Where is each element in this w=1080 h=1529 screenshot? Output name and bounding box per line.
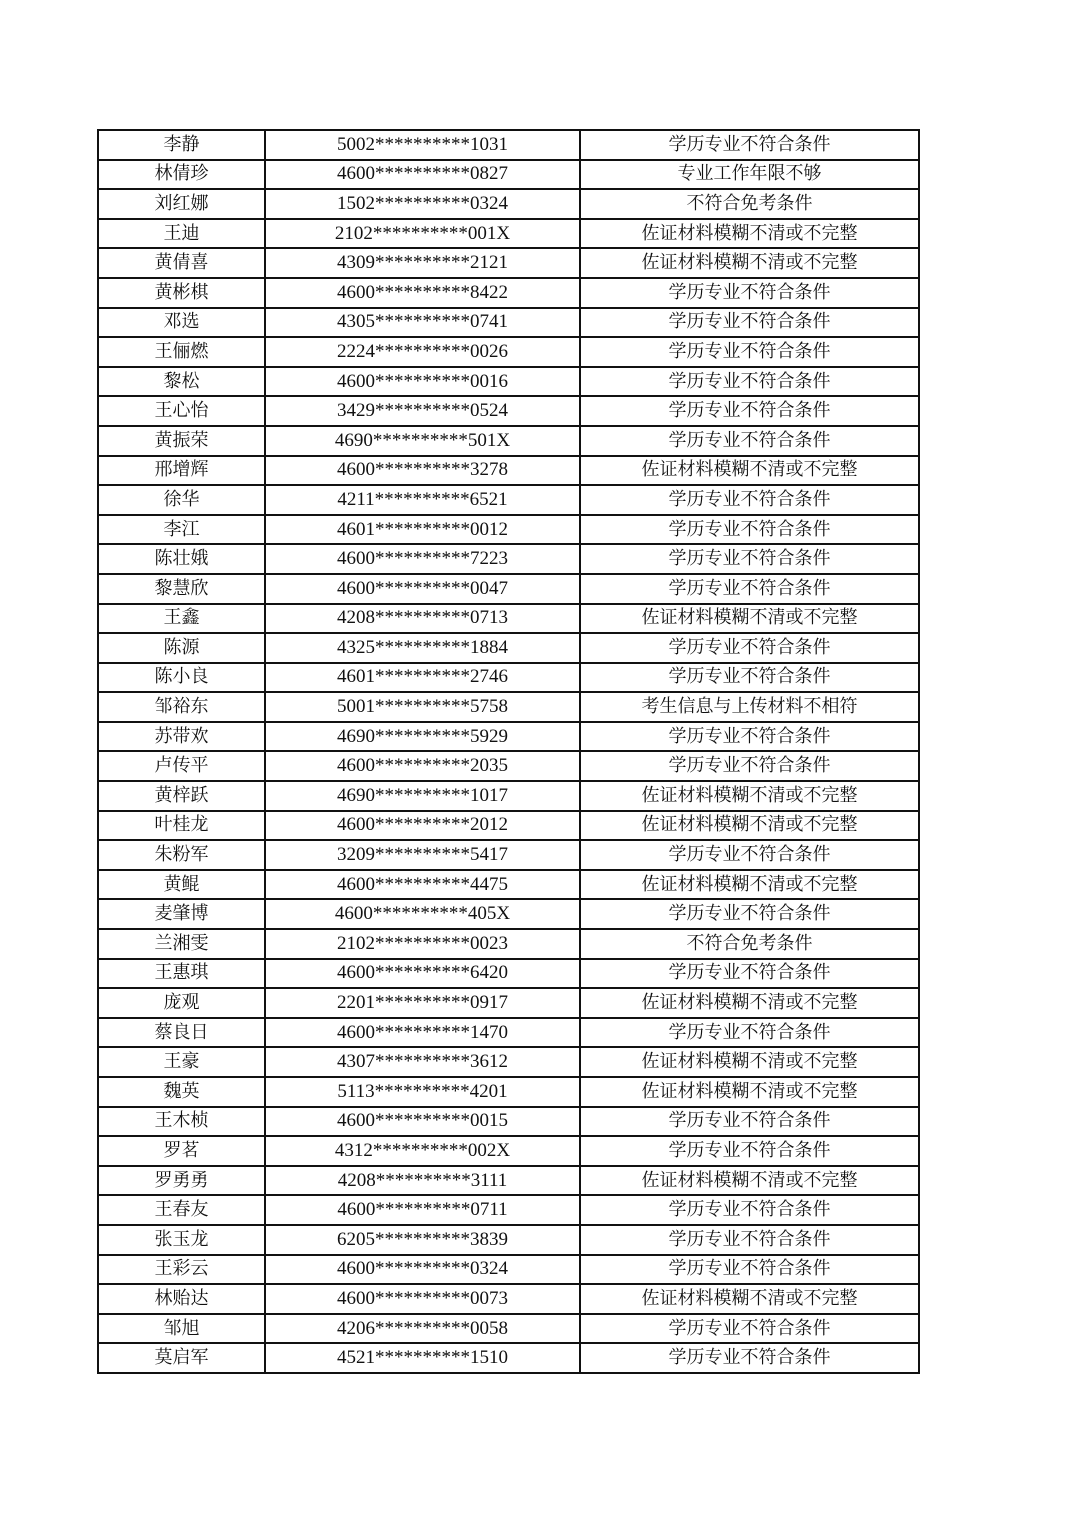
table-row (98, 574, 919, 604)
table-row (98, 544, 919, 574)
id-number-cell: 2201**********0917 (265, 988, 580, 1018)
name-cell: 黎慧欣 (98, 574, 265, 604)
reason-cell: 学历专业不符合条件 (580, 1314, 919, 1344)
reason-cell: 学历专业不符合条件 (580, 130, 919, 160)
table-row (98, 1195, 919, 1225)
id-number-cell: 2102**********001X (265, 219, 580, 249)
reason-cell: 学历专业不符合条件 (580, 840, 919, 870)
reason-cell: 佐证材料模糊不清或不完整 (580, 988, 919, 1018)
id-number-cell: 4307**********3612 (265, 1047, 580, 1077)
reason-cell: 佐证材料模糊不清或不完整 (580, 219, 919, 249)
name-cell: 刘红娜 (98, 189, 265, 219)
id-number-cell: 3429**********0524 (265, 396, 580, 426)
id-number-cell: 4600**********4475 (265, 870, 580, 900)
id-number-cell: 6205**********3839 (265, 1225, 580, 1255)
reason-cell: 佐证材料模糊不清或不完整 (580, 1166, 919, 1196)
name-cell: 莫启军 (98, 1343, 265, 1373)
name-cell: 王俪燃 (98, 337, 265, 367)
table-row (98, 929, 919, 959)
id-number-cell: 4690**********501X (265, 426, 580, 456)
table-row (98, 870, 919, 900)
id-number-cell: 4600**********405X (265, 899, 580, 929)
reason-cell: 佐证材料模糊不清或不完整 (580, 811, 919, 841)
table-row (98, 1107, 919, 1137)
id-number-cell: 4600**********2012 (265, 811, 580, 841)
reason-cell: 学历专业不符合条件 (580, 1255, 919, 1285)
table-row (98, 1284, 919, 1314)
id-number-cell: 4325**********1884 (265, 633, 580, 663)
table-row (98, 1077, 919, 1107)
name-cell: 王惠琪 (98, 959, 265, 989)
name-cell: 麦肇博 (98, 899, 265, 929)
table-row (98, 781, 919, 811)
name-cell: 王豪 (98, 1047, 265, 1077)
reason-cell: 学历专业不符合条件 (580, 1018, 919, 1048)
name-cell: 邹旭 (98, 1314, 265, 1344)
reason-cell: 学历专业不符合条件 (580, 337, 919, 367)
id-number-cell: 3209**********5417 (265, 840, 580, 870)
table-row (98, 1343, 919, 1373)
id-number-cell: 4690**********5929 (265, 722, 580, 752)
table-row (98, 1047, 919, 1077)
table-row (98, 633, 919, 663)
name-cell: 李江 (98, 515, 265, 545)
name-cell: 卢传平 (98, 751, 265, 781)
table-row (98, 485, 919, 515)
id-number-cell: 4309**********2121 (265, 248, 580, 278)
name-cell: 王心怡 (98, 396, 265, 426)
name-cell: 魏英 (98, 1077, 265, 1107)
table-row (98, 1166, 919, 1196)
reason-cell: 不符合免考条件 (580, 189, 919, 219)
name-cell: 邓选 (98, 308, 265, 338)
name-cell: 李静 (98, 130, 265, 160)
table-row (98, 130, 919, 160)
name-cell: 王木桢 (98, 1107, 265, 1137)
reason-cell: 佐证材料模糊不清或不完整 (580, 248, 919, 278)
id-number-cell: 4600**********1470 (265, 1018, 580, 1048)
reason-cell: 专业工作年限不够 (580, 160, 919, 190)
name-cell: 庞观 (98, 988, 265, 1018)
name-cell: 黎松 (98, 367, 265, 397)
name-cell: 王迪 (98, 219, 265, 249)
table-row (98, 308, 919, 338)
reason-cell: 学历专业不符合条件 (580, 515, 919, 545)
id-number-cell: 4690**********1017 (265, 781, 580, 811)
reason-cell: 学历专业不符合条件 (580, 574, 919, 604)
table-row (98, 959, 919, 989)
id-number-cell: 4600**********3278 (265, 456, 580, 486)
id-number-cell: 4600**********0827 (265, 160, 580, 190)
id-number-cell: 5113**********4201 (265, 1077, 580, 1107)
table-row (98, 160, 919, 190)
id-number-cell: 4600**********0324 (265, 1255, 580, 1285)
table-row (98, 1136, 919, 1166)
id-number-cell: 4600**********0047 (265, 574, 580, 604)
table-row (98, 515, 919, 545)
id-number-cell: 2102**********0023 (265, 929, 580, 959)
reason-cell: 学历专业不符合条件 (580, 959, 919, 989)
reason-cell: 学历专业不符合条件 (580, 308, 919, 338)
name-cell: 黄梓跃 (98, 781, 265, 811)
reason-cell: 学历专业不符合条件 (580, 633, 919, 663)
reason-cell: 学历专业不符合条件 (580, 367, 919, 397)
table-row (98, 219, 919, 249)
table-row (98, 1018, 919, 1048)
name-cell: 邢增辉 (98, 456, 265, 486)
name-cell: 徐华 (98, 485, 265, 515)
table-row (98, 692, 919, 722)
id-number-cell: 4600**********0015 (265, 1107, 580, 1137)
name-cell: 林倩珍 (98, 160, 265, 190)
id-number-cell: 4305**********0741 (265, 308, 580, 338)
reason-cell: 佐证材料模糊不清或不完整 (580, 456, 919, 486)
table-row (98, 722, 919, 752)
name-cell: 王彩云 (98, 1255, 265, 1285)
reason-cell: 学历专业不符合条件 (580, 663, 919, 693)
reason-cell: 佐证材料模糊不清或不完整 (580, 1284, 919, 1314)
table-row (98, 663, 919, 693)
table-body (98, 130, 919, 1373)
reason-cell: 佐证材料模糊不清或不完整 (580, 781, 919, 811)
reason-cell: 学历专业不符合条件 (580, 278, 919, 308)
reason-cell: 不符合免考条件 (580, 929, 919, 959)
name-cell: 王鑫 (98, 604, 265, 634)
table-row (98, 189, 919, 219)
table-row (98, 1255, 919, 1285)
id-number-cell: 4312**********002X (265, 1136, 580, 1166)
name-cell: 苏带欢 (98, 722, 265, 752)
table-row (98, 426, 919, 456)
reason-cell: 考生信息与上传材料不相符 (580, 692, 919, 722)
table-row (98, 988, 919, 1018)
reason-cell: 佐证材料模糊不清或不完整 (580, 604, 919, 634)
reason-cell: 学历专业不符合条件 (580, 544, 919, 574)
table-row (98, 278, 919, 308)
table-row (98, 840, 919, 870)
name-cell: 张玉龙 (98, 1225, 265, 1255)
reason-cell: 学历专业不符合条件 (580, 1225, 919, 1255)
reason-cell: 学历专业不符合条件 (580, 899, 919, 929)
reason-cell: 佐证材料模糊不清或不完整 (580, 1077, 919, 1107)
name-cell: 叶桂龙 (98, 811, 265, 841)
table-row (98, 248, 919, 278)
table-row (98, 811, 919, 841)
name-cell: 黄鲲 (98, 870, 265, 900)
id-number-cell: 1502**********0324 (265, 189, 580, 219)
reason-cell: 学历专业不符合条件 (580, 751, 919, 781)
id-number-cell: 4601**********0012 (265, 515, 580, 545)
table-row (98, 1225, 919, 1255)
name-cell: 王春友 (98, 1195, 265, 1225)
reason-cell: 学历专业不符合条件 (580, 722, 919, 752)
applicant-table (97, 129, 920, 1374)
name-cell: 蔡良日 (98, 1018, 265, 1048)
reason-cell: 学历专业不符合条件 (580, 1343, 919, 1373)
reason-cell: 学历专业不符合条件 (580, 485, 919, 515)
reason-cell: 佐证材料模糊不清或不完整 (580, 1047, 919, 1077)
id-number-cell: 4601**********2746 (265, 663, 580, 693)
id-number-cell: 4600**********6420 (265, 959, 580, 989)
reason-cell: 学历专业不符合条件 (580, 1136, 919, 1166)
id-number-cell: 5002**********1031 (265, 130, 580, 160)
reason-cell: 学历专业不符合条件 (580, 396, 919, 426)
table-row (98, 337, 919, 367)
table-row (98, 604, 919, 634)
name-cell: 罗勇勇 (98, 1166, 265, 1196)
name-cell: 罗茗 (98, 1136, 265, 1166)
id-number-cell: 4600**********2035 (265, 751, 580, 781)
id-number-cell: 4600**********8422 (265, 278, 580, 308)
id-number-cell: 4208**********0713 (265, 604, 580, 634)
name-cell: 林贻达 (98, 1284, 265, 1314)
name-cell: 朱粉军 (98, 840, 265, 870)
name-cell: 陈源 (98, 633, 265, 663)
table-row (98, 899, 919, 929)
id-number-cell: 4208**********3111 (265, 1166, 580, 1196)
id-number-cell: 4211**********6521 (265, 485, 580, 515)
table-row (98, 396, 919, 426)
table-row (98, 367, 919, 397)
id-number-cell: 2224**********0026 (265, 337, 580, 367)
table-row (98, 1314, 919, 1344)
name-cell: 陈壮娥 (98, 544, 265, 574)
reason-cell: 学历专业不符合条件 (580, 1195, 919, 1225)
table-row (98, 456, 919, 486)
name-cell: 黄彬棋 (98, 278, 265, 308)
id-number-cell: 4600**********0016 (265, 367, 580, 397)
id-number-cell: 4600**********7223 (265, 544, 580, 574)
id-number-cell: 4600**********0711 (265, 1195, 580, 1225)
id-number-cell: 5001**********5758 (265, 692, 580, 722)
id-number-cell: 4206**********0058 (265, 1314, 580, 1344)
id-number-cell: 4600**********0073 (265, 1284, 580, 1314)
id-number-cell: 4521**********1510 (265, 1343, 580, 1373)
name-cell: 邹裕东 (98, 692, 265, 722)
reason-cell: 学历专业不符合条件 (580, 1107, 919, 1137)
name-cell: 兰湘雯 (98, 929, 265, 959)
table-row (98, 751, 919, 781)
reason-cell: 学历专业不符合条件 (580, 426, 919, 456)
name-cell: 黄振荣 (98, 426, 265, 456)
name-cell: 陈小良 (98, 663, 265, 693)
reason-cell: 佐证材料模糊不清或不完整 (580, 870, 919, 900)
name-cell: 黄倩喜 (98, 248, 265, 278)
